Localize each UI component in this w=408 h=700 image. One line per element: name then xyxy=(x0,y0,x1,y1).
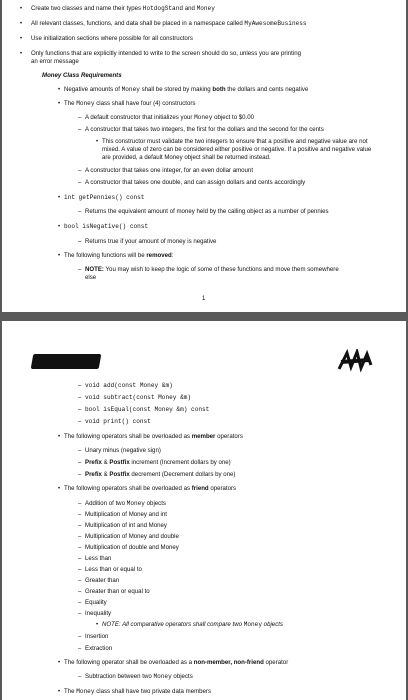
dash: – xyxy=(78,115,82,121)
dash: – xyxy=(78,448,82,454)
function-add: void add(const Money &m) xyxy=(85,382,173,389)
function-print: void print() const xyxy=(85,418,151,425)
document-page-2 xyxy=(2,321,406,700)
dash: – xyxy=(78,589,82,595)
bullet: • xyxy=(58,660,61,666)
bullet: • xyxy=(20,6,23,12)
operator-mul-double-money: Multiplication of double and Money xyxy=(85,544,179,551)
dash: – xyxy=(78,545,82,551)
operator-subtraction: Subtraction between two Money objects xyxy=(85,673,193,680)
bullet: • xyxy=(58,434,61,440)
dash: – xyxy=(78,395,82,401)
bullet: • xyxy=(58,224,61,230)
document-page-1 xyxy=(2,0,406,312)
function-getpennies-desc: Returns the equivalent amount of money held by the calling object as a number of pennies xyxy=(85,208,329,215)
operator-unary-minus: Unary minus (negative sign) xyxy=(85,447,161,454)
operator-inequality: Inequality xyxy=(85,610,112,617)
operator-insertion: Insertion xyxy=(85,633,109,640)
operator-addition: Addition of two Money objects xyxy=(85,500,166,507)
constructor-one-double: A constructor that takes one double, and can assign dollars and cents accordingly xyxy=(85,179,306,186)
dash: – xyxy=(78,523,82,529)
bullet: • xyxy=(58,689,61,695)
function-isnegative-desc: Returns true if your amount of money is negative xyxy=(85,238,217,245)
bullet: • xyxy=(58,486,61,492)
operator-extraction: Extraction xyxy=(85,645,113,652)
bullet: • xyxy=(20,36,23,42)
operator-less-equal: Less than or equal to xyxy=(85,566,142,573)
operator-greater-equal: Greater than or equal to xyxy=(85,588,150,595)
operator-less-than: Less than xyxy=(85,555,112,562)
requirement-classes: Create two classes and name their types HotdogStand and Money xyxy=(31,5,215,12)
dash: – xyxy=(78,180,82,186)
bullet: • xyxy=(96,622,99,628)
requirement-namespace: All relevant classes, functions, and data shall be placed in a namespace called MyAwesomeBusiness xyxy=(31,20,307,27)
removed-functions-note: NOTE: You may wish to keep the logic of some of these functions and move them somewhere else xyxy=(85,266,339,281)
dash: – xyxy=(78,501,82,507)
dash: – xyxy=(78,578,82,584)
function-isnegative: bool isNegative() const xyxy=(64,223,149,230)
function-getpennies: int getPennies() const xyxy=(64,194,145,201)
dash: – xyxy=(78,168,82,174)
requirement-constructors: The Money class shall have four (4) constructors xyxy=(64,100,196,107)
operator-mul-int-money: Multiplication of int and Money xyxy=(85,522,167,529)
removed-functions-heading: The following functions will be removed: xyxy=(64,252,174,259)
requirement-screen-output-cont: an error message xyxy=(31,58,79,65)
bullet: • xyxy=(58,253,61,259)
requirement-negative: Negative amounts of Money shall be stored by making both the dollars and cents negative xyxy=(64,86,309,93)
requirement-screen-output: Only functions that are explicitly intended to write to the screen should do so, unless you are printing xyxy=(31,50,301,57)
bullet: • xyxy=(58,101,61,107)
dash: – xyxy=(78,209,82,215)
function-subtract: void subtract(const Money &m) xyxy=(85,394,192,401)
dash: – xyxy=(78,267,82,273)
non-member-heading: The following operator shall be overloaded as a non-member, non-friend operator xyxy=(64,659,289,666)
requirement-init-sections: Use initialization sections where possible for all constructors xyxy=(31,35,193,42)
bullet: • xyxy=(58,87,61,93)
constructor-two-ints: A constructor that takes two integers, the first for the dollars and the second for the cents xyxy=(85,126,324,133)
operator-decrement: Prefix & Postfix decrement (Decrement dollars by one) xyxy=(85,471,236,478)
bullet: • xyxy=(58,195,61,201)
function-isequal: bool isEqual(const Money &m) const xyxy=(85,406,210,413)
section-heading: Money Class Requirements xyxy=(42,72,122,79)
dash: – xyxy=(78,674,82,680)
dash: – xyxy=(78,600,82,606)
dash: – xyxy=(78,634,82,640)
redaction-scribble xyxy=(31,354,102,369)
dash: – xyxy=(78,239,82,245)
operator-greater-than: Greater than xyxy=(85,577,120,584)
operator-mul-money-double: Multiplication of Money and double xyxy=(85,533,179,540)
dash: – xyxy=(78,407,82,413)
constructor-default: A default constructor that initializes your Money object to $0.00 xyxy=(85,114,255,121)
dash: – xyxy=(78,611,82,617)
operator-mul-money-int: Multiplication of Money and int xyxy=(85,511,167,518)
dash: – xyxy=(78,512,82,518)
dash: – xyxy=(78,127,82,133)
redaction-scribble-right xyxy=(337,349,373,375)
constructor-one-int: A constructor that takes one integer, for an even dollar amount xyxy=(85,167,254,174)
bullet: • xyxy=(96,139,99,145)
friend-operators-heading: The following operators shall be overloaded as friend operators xyxy=(64,485,237,492)
member-operators-heading: The following operators shall be overloaded as member operators xyxy=(64,433,243,440)
page-number: 1 xyxy=(202,296,206,302)
private-members-heading: The Money class shall have two private data members xyxy=(64,688,212,695)
dash: – xyxy=(78,556,82,562)
dash: – xyxy=(78,646,82,652)
dash: – xyxy=(78,472,82,478)
operator-equality: Equality xyxy=(85,599,107,606)
dash: – xyxy=(78,567,82,573)
dash: – xyxy=(78,419,82,425)
dash: – xyxy=(78,460,82,466)
dash: – xyxy=(78,534,82,540)
operator-increment: Prefix & Postfix increment (Increment dollars by one) xyxy=(85,459,231,466)
dash: – xyxy=(78,383,82,389)
bullet: • xyxy=(20,21,23,27)
comparative-note: NOTE: All comparative operators shall compare two Money objects xyxy=(102,621,283,628)
bullet: • xyxy=(20,51,23,57)
constructor-validation-note: This constructor must validate the two integers to ensure that a positive and negative value are not mixed. A value of zero can be considered either positive or negative. If a positive and negative value are provided, a default Money object shall be returned instead. xyxy=(102,138,372,161)
